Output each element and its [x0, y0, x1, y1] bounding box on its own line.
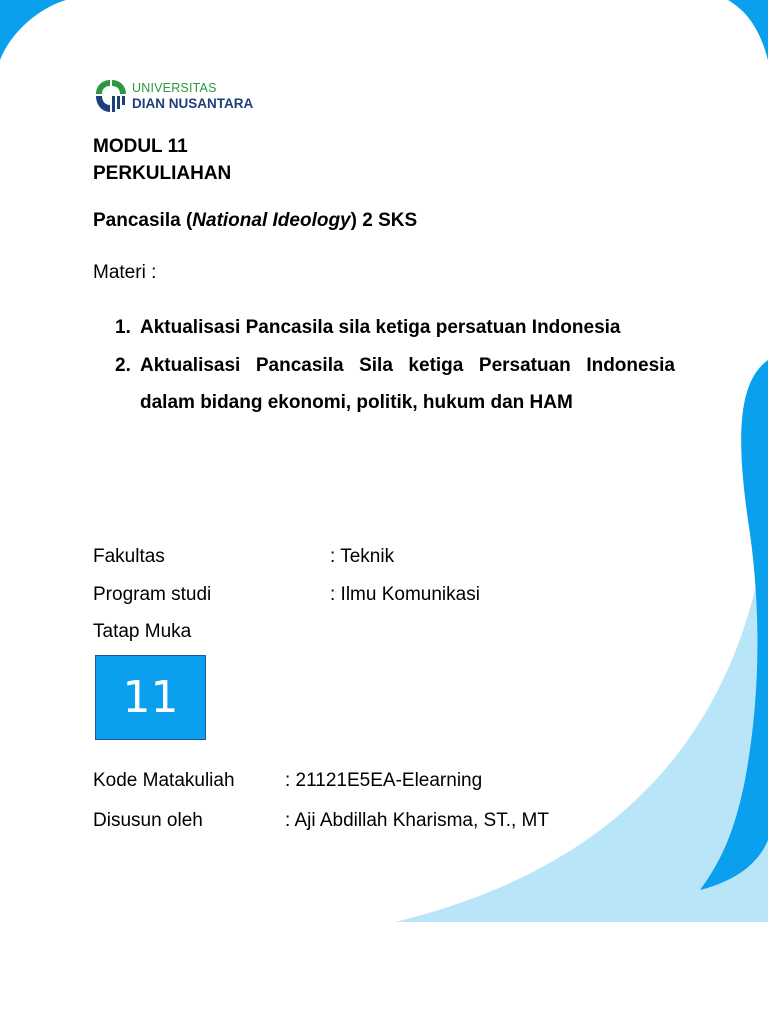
course-name-italic: National Ideology [192, 210, 351, 231]
materi-list-item [115, 347, 675, 422]
university-logo [94, 78, 253, 114]
materi-list [115, 309, 675, 422]
university-logo-icon [94, 78, 128, 114]
program-studi-label: Program studi [93, 584, 212, 605]
module-title-line2: PERKULIAHAN [93, 163, 232, 184]
program-studi-value: : Ilmu Komunikasi [330, 584, 480, 605]
module-title-line1: MODUL 11 [93, 136, 188, 157]
disusun-oleh-label: Disusun oleh [93, 810, 203, 831]
logo-text-dian-nusantara: DIAN NUSANTARA [132, 95, 254, 111]
disusun-oleh-value: : Aji Abdillah Kharisma, ST., MT [285, 810, 549, 831]
fakultas-label: Fakultas [93, 546, 165, 567]
materi-list-item [115, 309, 675, 347]
course-name-suffix: ) 2 SKS [350, 210, 418, 231]
logo-text-universitas: UNIVERSITAS [132, 81, 217, 95]
course-name [93, 210, 417, 232]
course-name-prefix: Pancasila ( [93, 210, 193, 231]
materi-label: Materi : [93, 262, 157, 283]
program-studi-row [93, 584, 480, 606]
materi-item-number: 1. [115, 317, 131, 338]
materi-item-text: Aktualisasi Pancasila Sila ketiga Persatuan Indonesia dalam bidang ekonomi, politik, hukum dan HAM [140, 354, 675, 413]
fakultas-row [93, 546, 395, 568]
materi-item-text: Aktualisasi Pancasila sila ketiga persatuan Indonesia [140, 317, 621, 338]
materi-item-number: 2. [115, 354, 131, 376]
tatap-muka-number-box: 11 [95, 655, 206, 740]
disusun-oleh-row [93, 810, 549, 832]
tatap-muka-label: Tatap Muka [93, 621, 192, 642]
kode-matakuliah-label: Kode Matakuliah [93, 770, 235, 791]
module-title [93, 133, 231, 187]
kode-matakuliah-value: : 21121E5EA-Elearning [285, 770, 483, 791]
tatap-muka-row [93, 621, 191, 643]
kode-matakuliah-row [93, 770, 483, 792]
fakultas-value: : Teknik [330, 546, 395, 567]
